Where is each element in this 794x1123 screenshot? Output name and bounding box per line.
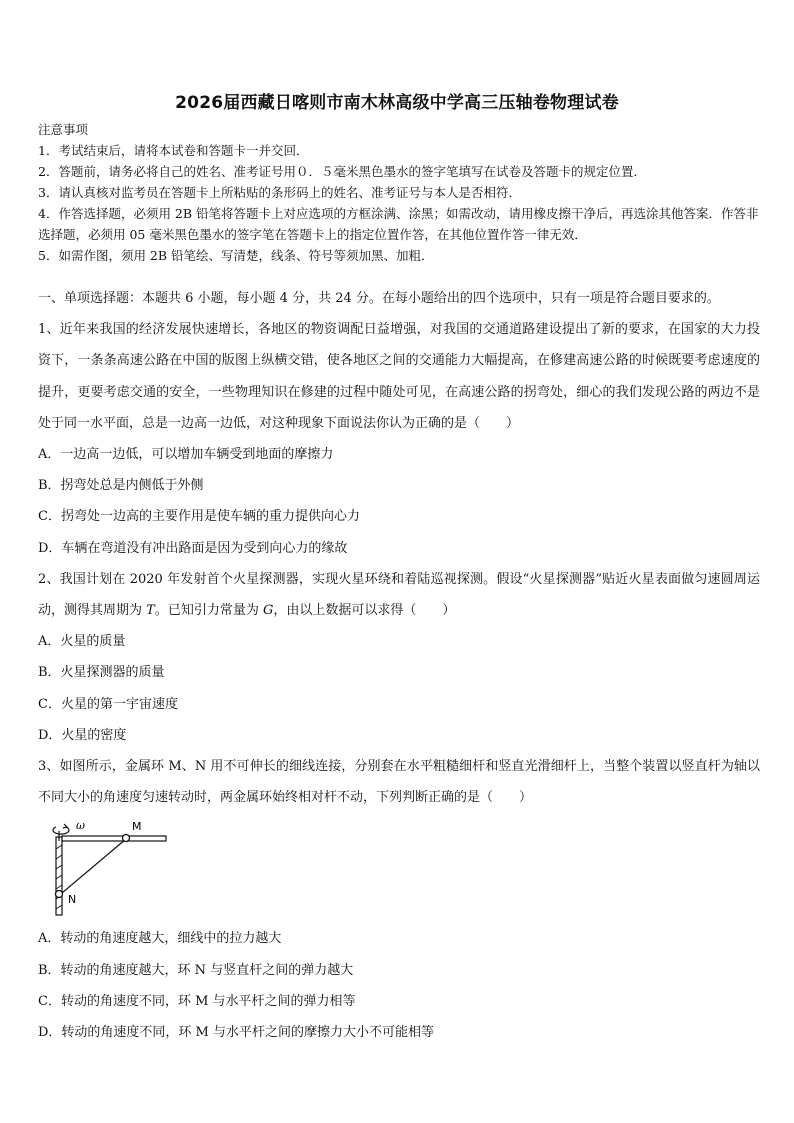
label-m: M [132, 820, 142, 834]
note-item: 4．作答选择题，必须用 2B 铅笔将答题卡上对应选项的方框涂满、涂黑；如需改动，请用橡皮擦干净后，再选涂其他答案．作答非选择题，必须用 05 毫米黑色墨水的签字笔在答题卡上的指定位置作答，在其他位置作答一律无效． [38, 206, 759, 242]
option: B．火星探测器的质量 [38, 665, 165, 681]
option: B．转动的角速度越大，环 N 与竖直杆之间的弹力越大 [38, 962, 354, 978]
option: C．火星的第一宇宙速度 [38, 696, 178, 712]
option: D．车辆在弯道没有冲出路面是因为受到向心力的缘故 [38, 540, 348, 556]
option: A．转动的角速度越大，细线中的拉力越大 [38, 931, 282, 947]
horizontal-rod [62, 836, 166, 841]
ring-m [123, 835, 130, 842]
questions-block [38, 283, 760, 1048]
note-item: 5．如需作图，须用 2B 铅笔绘、写清楚，线条、符号等须加黑、加粗． [38, 248, 434, 263]
page-title: 2026届西藏日喀则市南木林高级中学高三压轴卷物理试卷 [175, 93, 619, 113]
question-stem: 2、我国计划在 2020 年发射首个火星探测器，实现火星环绕和着陆巡视探测。假设“火星探测器”贴近火星表面做匀速圆周运动，测得其周期为 T。已知引力常量为 G，由以上数据可以求得（ ） [38, 571, 760, 619]
rotation-arrow-icon [53, 827, 69, 834]
option: C．拐弯处一边高的主要作用是使车辆的重力提供向心力 [38, 509, 360, 525]
option: B．拐弯处总是内侧低于外侧 [38, 478, 204, 494]
notes-heading: 注意事项 [38, 122, 89, 137]
omega-label: ω [76, 819, 85, 833]
note-item: 1．考试结束后，请将本试卷和答题卡一并交回． [38, 143, 309, 158]
question-stem: 3、如图所示，金属环 M、N 用不可伸长的细线连接，分别套在水平粗糙细杆和竖直光滑细杆上，当整个装置以竖直杆为轴以不同大小的角速度匀速转动时，两金属环始终相对杆不动，下列判断正确的是（ ） [38, 759, 760, 806]
period-symbol: T [146, 603, 155, 619]
gravity-constant-symbol: G [262, 603, 274, 619]
note-item: 3．请认真核对监考员在答题卡上所粘贴的条形码上的姓名、准考证号与本人是否相符． [38, 185, 521, 200]
notes-block [38, 119, 760, 266]
label-n: N [68, 893, 77, 907]
rotating-rod-figure [42, 817, 172, 917]
ring-n [56, 891, 63, 898]
note-item: 2．答题前，请务必将自己的姓名、准考证号用０．５毫米黑色墨水的签字笔填写在试卷及答题卡的规定位置． [38, 164, 646, 179]
connecting-string [62, 839, 126, 893]
option: D．转动的角速度不同，环 M 与水平杆之间的摩擦力大小不可能相等 [38, 1025, 434, 1041]
section-heading: 一、单项选择题：本题共 6 小题，每小题 4 分，共 24 分。在每小题给出的四个选项中，只有一项是符合题目要求的。 [38, 291, 720, 306]
option: C．转动的角速度不同，环 M 与水平杆之间的弹力相等 [38, 993, 356, 1009]
option: A．火星的质量 [38, 634, 126, 650]
option: A．一边高一边低，可以增加车辆受到地面的摩擦力 [38, 447, 334, 463]
option: D．火星的密度 [38, 727, 127, 743]
question-stem: 1、近年来我国的经济发展快速增长，各地区的物资调配日益增强，对我国的交通道路建设提出了新的要求，在国家的大力投资下，一条条高速公路在中国的版图上纵横交错，使各地区之间的交通能力大幅提高，在修建高速公路的时候既要考虑速度的提升，更要考虑交通的安全，一些物理知识在修建的过程中随处可见，在高速公路的拐弯处，细心的我们发现公路的两边不是处于同一水平面，总是一边高一边低，对这种现象下面说法你认为正确的是（ ） [38, 322, 760, 431]
